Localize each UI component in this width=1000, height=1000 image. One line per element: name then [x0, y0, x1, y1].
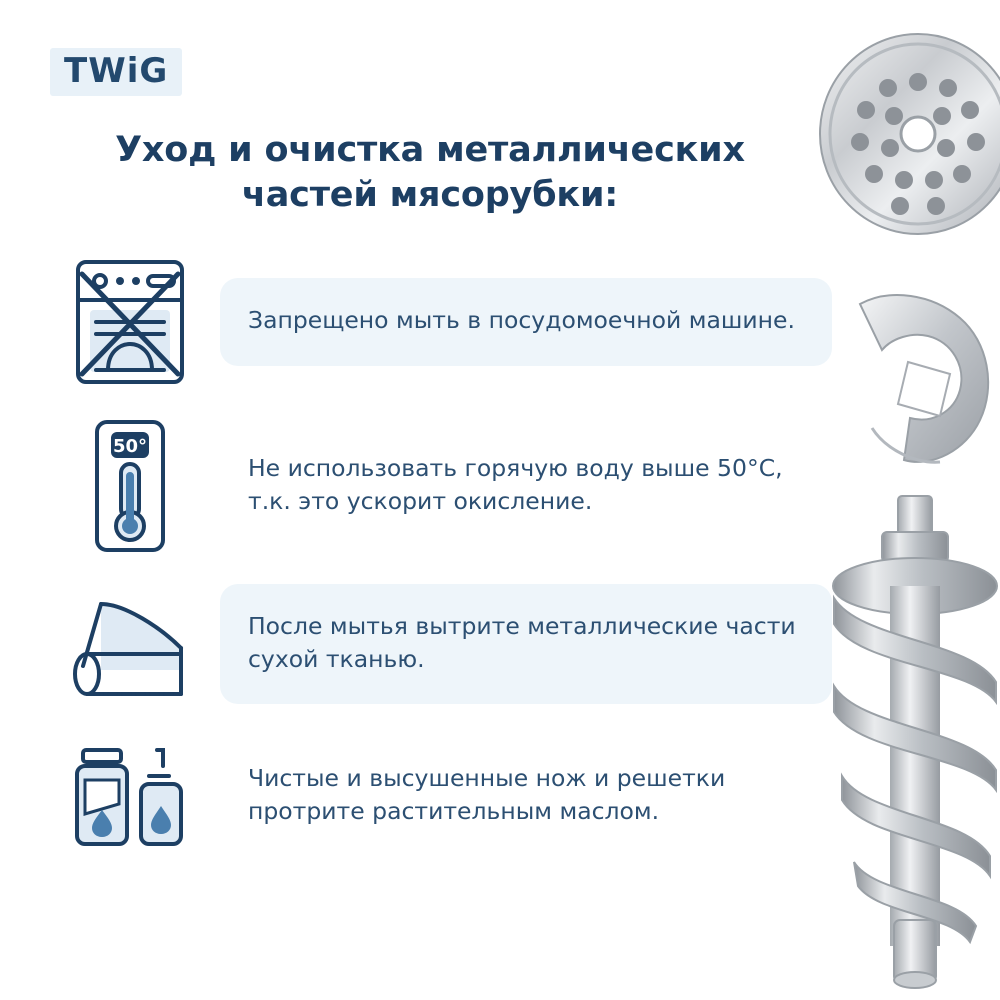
- list-item: [40, 416, 860, 556]
- product-photo-column: [800, 0, 1000, 1000]
- list-item-text: Чистые и высушенные нож и решетки протрите растительным маслом.: [248, 763, 726, 825]
- mincer-auger-screw-photo: [820, 490, 1000, 990]
- svg-text:50°: 50°: [112, 436, 148, 457]
- list-item-text: Запрещено мыть в посудомоечной машине.: [220, 278, 832, 365]
- oil-bottles-icon: [40, 732, 220, 860]
- list-item: [40, 252, 860, 392]
- list-item: [40, 732, 860, 860]
- brand-logo-text: TWiG: [64, 51, 169, 91]
- no-dishwasher-icon: [40, 252, 220, 392]
- tips-list: [40, 252, 860, 884]
- drying-cloth-icon: [40, 584, 220, 704]
- mincer-grinding-plate-photo: [808, 22, 1000, 252]
- brand-logo: [50, 48, 182, 96]
- thermometer-50-icon: [40, 416, 220, 556]
- list-item: [40, 580, 860, 708]
- list-item-text: Не использовать горячую воду выше 50°C, т.к. это ускорит окисление.: [248, 453, 783, 515]
- page-title: Уход и очистка металлических частей мясорубки:: [115, 130, 745, 215]
- list-item-text: После мытья вытрите металлические части сухой тканью.: [220, 584, 832, 705]
- mincer-cutting-blade-photo: [820, 278, 1000, 488]
